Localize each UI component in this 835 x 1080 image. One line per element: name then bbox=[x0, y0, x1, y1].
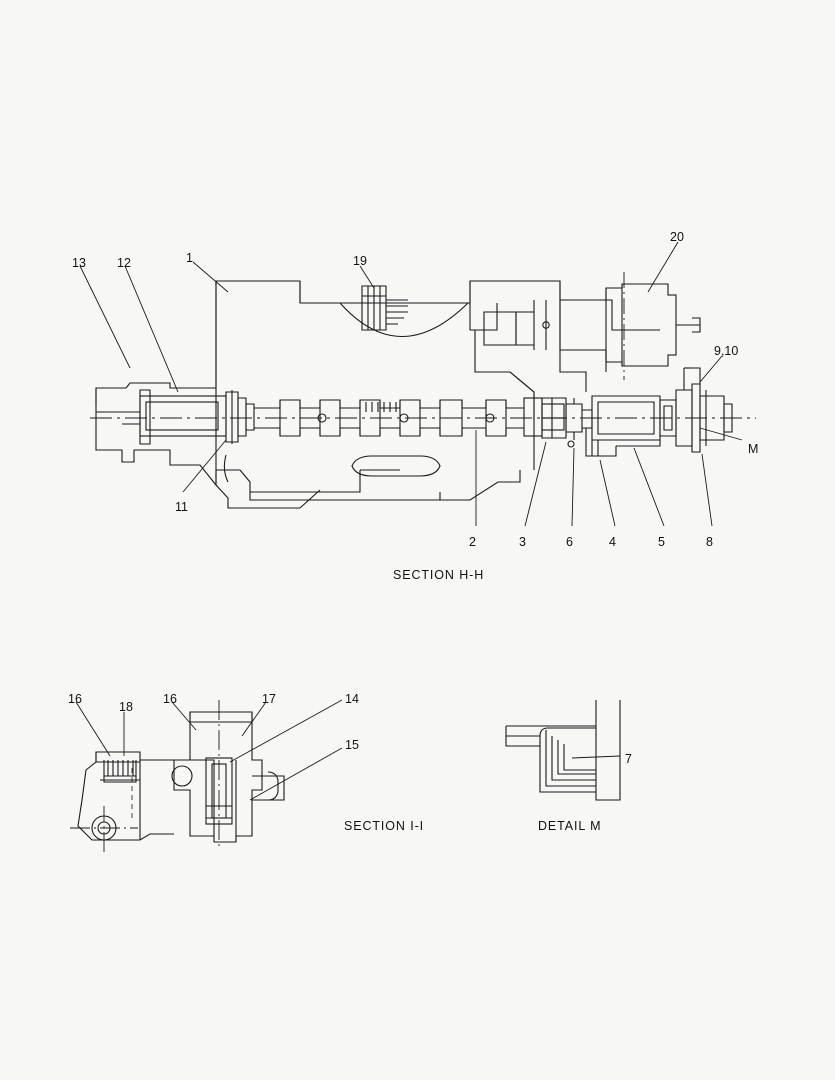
detail-m-body bbox=[506, 700, 620, 800]
callout-6: 6 bbox=[566, 535, 573, 549]
callout-5: 5 bbox=[658, 535, 665, 549]
caption-section-ii: SECTION I-I bbox=[344, 819, 425, 833]
callout-12: 12 bbox=[117, 256, 131, 270]
callout-9-10: 9,10 bbox=[714, 344, 739, 358]
section-ii-body bbox=[78, 712, 284, 842]
callout-16-right: 16 bbox=[163, 692, 177, 706]
callout-15: 15 bbox=[345, 738, 359, 752]
callout-16-left: 16 bbox=[68, 692, 82, 706]
center-valve-block bbox=[524, 398, 598, 456]
callout-4: 4 bbox=[609, 535, 616, 549]
callout-13: 13 bbox=[72, 256, 86, 270]
callout-20: 20 bbox=[670, 230, 684, 244]
callout-11: 11 bbox=[175, 500, 188, 514]
caption-detail-m: DETAIL M bbox=[538, 819, 602, 833]
callout-2: 2 bbox=[469, 535, 476, 549]
right-relief-cartridge bbox=[592, 368, 732, 456]
callout-17: 17 bbox=[262, 692, 276, 706]
leader-lines-ii bbox=[76, 700, 342, 800]
leader-lines-hh bbox=[80, 242, 742, 526]
callout-m: M bbox=[748, 442, 759, 456]
callout-18: 18 bbox=[119, 700, 133, 714]
callout-19: 19 bbox=[353, 254, 367, 268]
left-spool-assembly bbox=[96, 388, 254, 444]
callout-1: 1 bbox=[186, 251, 193, 265]
callout-8: 8 bbox=[706, 535, 713, 549]
detail-19 bbox=[340, 286, 468, 337]
callout-14: 14 bbox=[345, 692, 359, 706]
section-hh-body bbox=[96, 281, 700, 508]
callout-3: 3 bbox=[519, 535, 526, 549]
callout-7: 7 bbox=[625, 752, 632, 766]
caption-section-hh: SECTION H-H bbox=[393, 568, 485, 582]
